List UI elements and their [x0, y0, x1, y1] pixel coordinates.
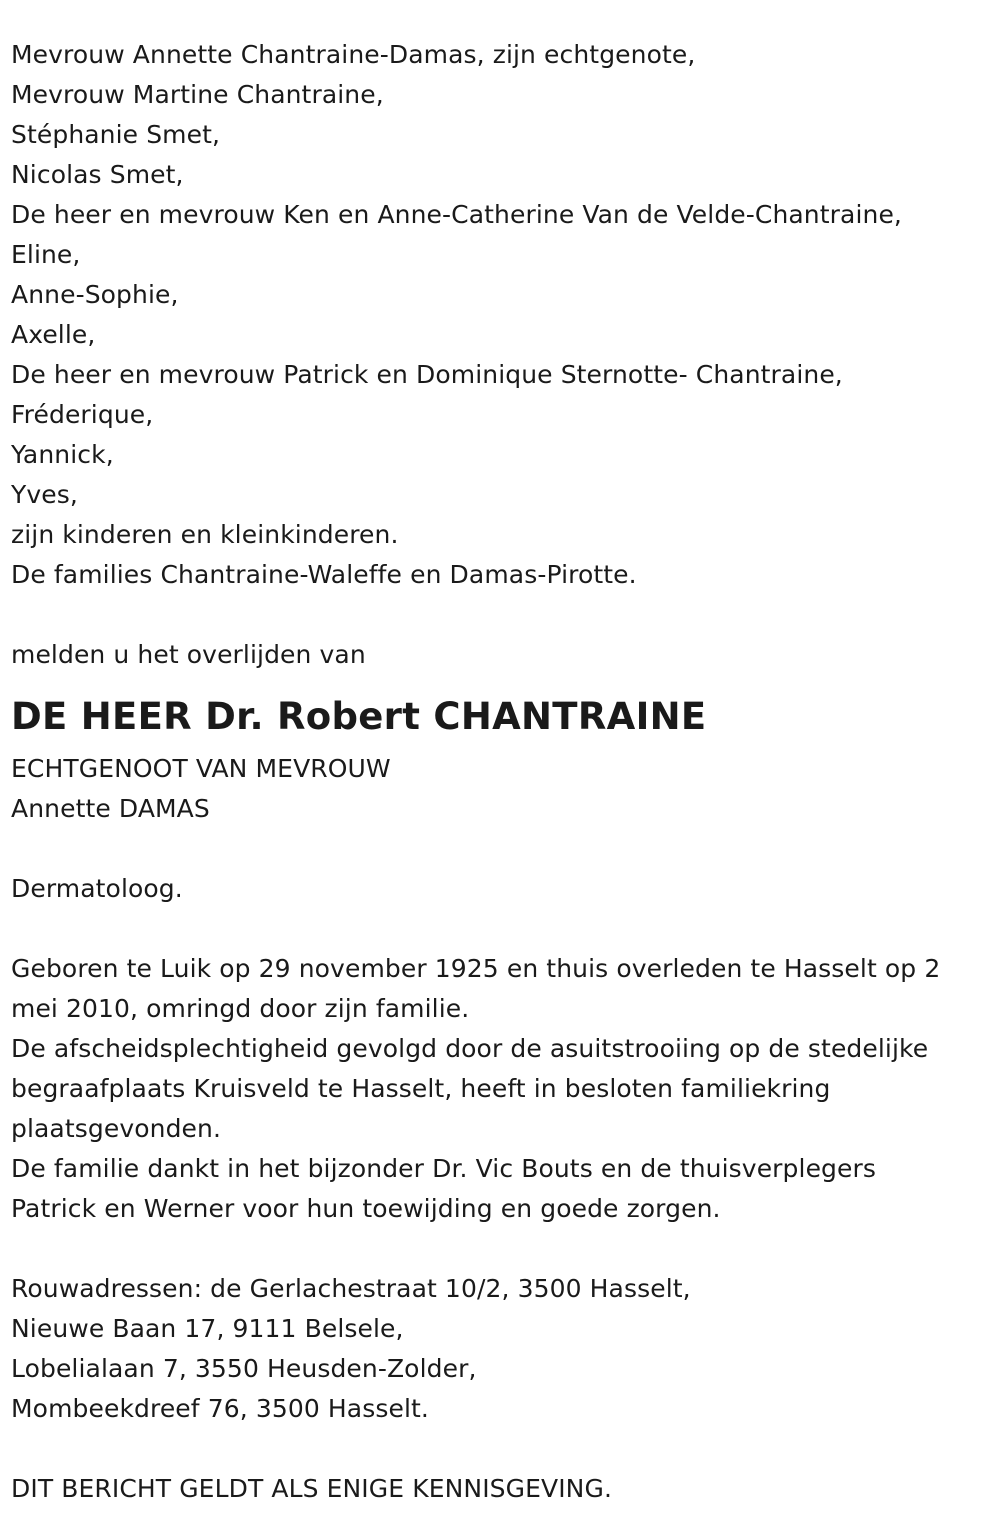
address-line: Nieuwe Baan 17, 9111 Belsele, — [11, 1314, 404, 1343]
family-member: Mevrouw Annette Chantraine-Damas, zijn echtgenote, — [11, 40, 696, 69]
spouse-name: Annette DAMAS — [11, 794, 210, 823]
spacer — [11, 1429, 991, 1469]
address-line: Rouwadressen: de Gerlachestraat 10/2, 3500 Hasselt, — [11, 1274, 691, 1303]
ceremony-line: plaatsgevonden. — [11, 1114, 222, 1143]
spacer — [11, 595, 991, 635]
family-member: Eline, — [11, 240, 81, 269]
spouse-title: ECHTGENOOT VAN MEVROUW — [11, 754, 391, 783]
profession: Dermatoloog. — [11, 874, 183, 903]
spacer — [11, 909, 991, 949]
family-member: Yannick, — [11, 440, 114, 469]
announcement-text: melden u het overlijden van — [11, 640, 366, 669]
family-member: zijn kinderen en kleinkinderen. — [11, 520, 399, 549]
birth-death-line: mei 2010, omringd door zijn familie. — [11, 994, 470, 1023]
ceremony-line: begraafplaats Kruisveld te Hasselt, heeft in besloten familiekring — [11, 1074, 831, 1103]
address-line: Mombeekdreef 76, 3500 Hasselt. — [11, 1394, 429, 1423]
family-member: Anne-Sophie, — [11, 280, 179, 309]
family-member: Nicolas Smet, — [11, 160, 184, 189]
spacer — [11, 1229, 991, 1269]
footer-notice: DIT BERICHT GELDT ALS ENIGE KENNISGEVING. — [11, 1474, 612, 1503]
family-member: Fréderique, — [11, 400, 154, 429]
spacer — [11, 829, 991, 869]
ceremony-line: De afscheidsplechtigheid gevolgd door de asuitstrooiing op de stedelijke — [11, 1034, 929, 1063]
thanks-line: Patrick en Werner voor hun toewijding en goede zorgen. — [11, 1194, 721, 1223]
death-notice — [11, 35, 991, 1509]
family-member: De families Chantraine-Waleffe en Damas-Pirotte. — [11, 560, 637, 589]
address-line: Lobelialaan 7, 3550 Heusden-Zolder, — [11, 1354, 477, 1383]
family-member: De heer en mevrouw Patrick en Dominique Sternotte- Chantraine, — [11, 360, 843, 389]
family-member: Yves, — [11, 480, 78, 509]
birth-death-line: Geboren te Luik op 29 november 1925 en thuis overleden te Hasselt op 2 — [11, 954, 941, 983]
family-member: Stéphanie Smet, — [11, 120, 221, 149]
address-list — [11, 1269, 991, 1429]
family-list — [11, 35, 991, 595]
details-block — [11, 949, 991, 1229]
family-member: Mevrouw Martine Chantraine, — [11, 80, 384, 109]
deceased-name: DE HEER Dr. Robert CHANTRAINE — [11, 695, 707, 738]
family-member: Axelle, — [11, 320, 96, 349]
thanks-line: De familie dankt in het bijzonder Dr. Vic Bouts en de thuisverplegers — [11, 1154, 877, 1183]
family-member: De heer en mevrouw Ken en Anne-Catherine Van de Velde-Chantraine, — [11, 200, 902, 229]
